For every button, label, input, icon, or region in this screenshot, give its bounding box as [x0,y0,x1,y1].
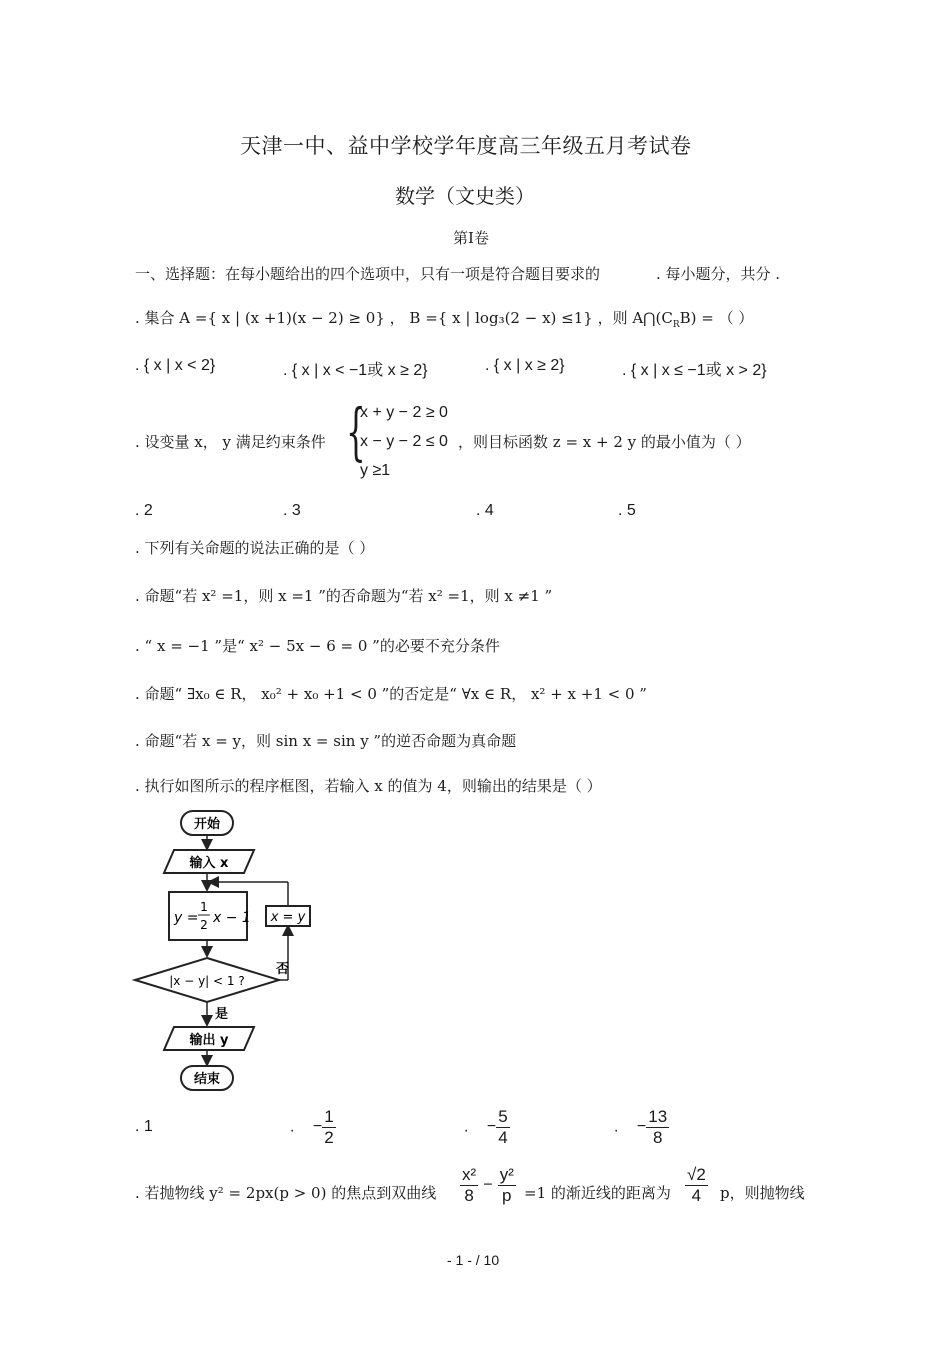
section-tail: . 每小题分，共分 . [656,265,781,283]
q4-option-b-den: 2 [324,1127,334,1147]
q1-option-b: . { x | x < −1或 x ≥ 2} [283,362,428,379]
flow-start-text: 开始 [193,817,221,832]
q1-option-a: . { x | x < 2} [135,357,216,374]
flow-output-text: 输出 y [189,1033,229,1048]
q4-option-d-den: 8 [652,1127,663,1147]
page-number: - 1 - / 10 [447,1252,500,1268]
q5-frac-y-den: p [502,1185,512,1205]
q5-post: p，则抛物线 [720,1184,805,1202]
q5-frac-x-den: 8 [464,1185,474,1205]
constraint-brace: { [346,395,366,468]
question-1 [135,307,753,330]
q2-post: ，则目标函数 z = x + 2 y 的最小值为（ ） [458,433,751,451]
q3-option-c: . 命题“ ∃x₀ ∈ R， x₀² + x₀ +1 < 0 ”的否定是“ ∀x ∈ R， x² + x +1 < 0 ” [135,685,647,703]
q4-stem: . 执行如图所示的程序框图，若输入 x 的值为 4，则输出的结果是（ ） [135,777,602,795]
q2-option-b: . 3 [283,502,301,519]
q4-option-a: . 1 [135,1118,153,1135]
q4-option-c-den: 4 [498,1127,508,1147]
q4-option-c-fraction [496,1107,509,1147]
q4-option-d [614,1107,669,1147]
q5-distance [685,1165,708,1205]
q4-option-c-num: 5 [498,1107,508,1126]
flow-calc-rhs: x − 1 [213,910,251,926]
q2-constraint-3: y ≥1 [360,462,391,479]
q5-frac-x-num: x² [462,1165,477,1184]
q1-sub: R [672,320,680,330]
page-title: 天津一中、益中学校学年度高三年级五月考试卷 [240,134,692,158]
q4-option-d-num: 13 [648,1107,668,1126]
q4-option-b-sign: − [312,1118,323,1136]
q4-option-c-label: . [464,1118,469,1136]
q4-option-b-label: . [290,1118,295,1136]
q3-stem: . 下列有关命题的说法正确的是（ ） [135,539,375,557]
q3-option-b: . “ x = −1 ”是“ x² − 5x − 6 = 0 ”的必要不充分条件 [135,637,500,655]
q1-stem: . 集合 A ={ x | (x +1)(x − 2) ≥ 0} ， B ={ x | log₃(2 − x) ≤1} ，则 A⋂(C [135,309,673,327]
flow-end-text: 结束 [193,1072,221,1087]
q4-option-b-fraction [322,1107,335,1147]
q1-option-c: . { x | x ≥ 2} [485,357,565,374]
q4-option-b-num: 1 [324,1107,334,1126]
volume-label: 第Ⅰ卷 [453,229,489,247]
q3-option-a: . 命题“若 x² =1，则 x =1 ”的否命题为“若 x² =1，则 x ≠1 ” [135,587,553,605]
q5-frac-dist-num: √2 [687,1165,706,1184]
q5-mid: =1 的渐近线的距离为 [524,1184,671,1202]
q5-frac-dist-den: 4 [691,1185,702,1205]
q2-option-d: . 5 [618,502,636,519]
q5-pre: . 若抛物线 y² = 2px(p > 0) 的焦点到双曲线 [135,1184,437,1202]
q5-frac-dist [685,1165,708,1205]
q2-constraint-2: x − y − 2 ≤ 0 [360,433,448,450]
q2-pre: . 设变量 x， y 满足约束条件 [135,433,326,451]
q2-option-c: . 4 [476,502,494,519]
q2-constraint-1: x + y − 2 ≥ 0 [360,404,448,421]
flow-yes-label: 是 [215,1007,229,1022]
flow-calc-den: 2 [200,918,208,932]
q4-option-d-fraction [646,1107,669,1147]
subject-title: 数学（文史类） [395,184,535,208]
q5-frac-y-num: y² [499,1165,514,1184]
section-intro: 一、选择题：在每小题给出的四个选项中，只有一项是符合题目要求的 [135,265,601,283]
q4-option-d-label: . [614,1118,619,1136]
q5-frac-x [460,1165,478,1205]
q5-minus: − [483,1176,493,1194]
q1-stem-end: B) = （ ） [679,309,754,327]
q5-hyperbola [460,1165,516,1205]
flow-input-text: 输入 x [189,856,229,871]
flow-decision-text: |x − y| < 1 ? [169,974,245,988]
program-flowchart [130,805,330,1095]
q4-option-d-sign: − [636,1118,647,1136]
q2-option-a: . 2 [135,502,153,519]
q3-option-d: . 命题“若 x = y，则 sin x = sin y ”的逆否命题为真命题 [135,732,517,750]
q4-option-b [290,1107,336,1147]
flow-assign-text: x = y [270,910,306,925]
flow-calc-lhs: y = [174,910,199,926]
q5-frac-y [498,1165,516,1205]
flow-calc-num: 1 [200,900,208,914]
q1-option-d: . { x | x ≤ −1或 x > 2} [622,362,767,379]
q4-option-c [464,1107,510,1147]
q4-option-c-sign: − [486,1118,497,1136]
flow-no-label: 否 [276,962,290,977]
